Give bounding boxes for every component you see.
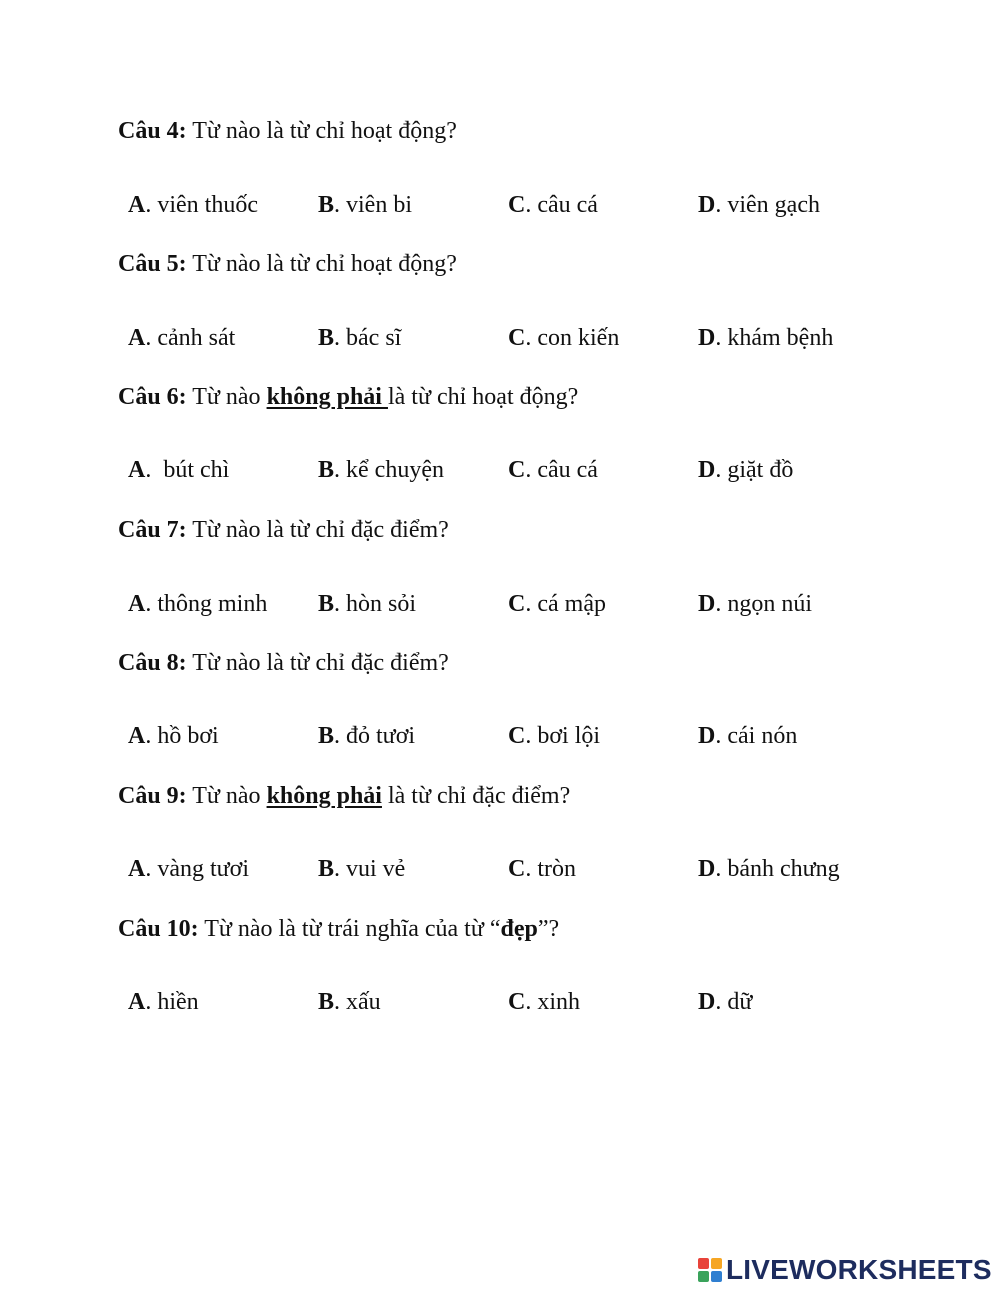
answer-option-d[interactable]: D. viên gạch bbox=[698, 192, 820, 218]
answer-option-c[interactable]: C. xinh bbox=[508, 989, 581, 1015]
answer-option-d[interactable]: D. dữ bbox=[698, 989, 753, 1015]
liveworksheets-logo bbox=[698, 1255, 992, 1285]
answer-option-c[interactable]: C. câu cá bbox=[508, 457, 598, 483]
answer-option-a[interactable]: A. thông minh bbox=[128, 591, 268, 617]
question-text-end: là từ chỉ đặc điểm? bbox=[381, 783, 571, 809]
answer-option-c[interactable]: C. bơi lội bbox=[508, 723, 601, 749]
question-text: Từ nào bbox=[186, 783, 267, 809]
answer-option-b[interactable]: B. đỏ tươi bbox=[318, 723, 416, 749]
answer-option-c[interactable]: C. câu cá bbox=[508, 192, 598, 218]
question-label: Câu 4: bbox=[118, 118, 187, 144]
question-text-end: là từ chỉ hoạt động? bbox=[387, 384, 579, 410]
question-label: Câu 9: bbox=[118, 783, 187, 809]
answer-option-c[interactable]: C. con kiến bbox=[508, 325, 620, 351]
question-label: Câu 6: bbox=[118, 384, 187, 410]
answer-option-d[interactable]: D. cái nón bbox=[698, 723, 798, 749]
answer-option-a[interactable]: A. hiền bbox=[128, 989, 199, 1015]
question-9 bbox=[118, 783, 570, 810]
answer-option-c[interactable]: C. cá mập bbox=[508, 591, 606, 617]
answer-option-a[interactable]: A. hồ bơi bbox=[128, 723, 219, 749]
answer-option-a[interactable]: A. viên thuốc bbox=[128, 192, 258, 218]
question-label: Câu 7: bbox=[118, 517, 187, 543]
answer-option-c[interactable]: C. tròn bbox=[508, 856, 577, 882]
question-7 bbox=[118, 517, 449, 544]
question-label: Câu 8: bbox=[118, 650, 187, 676]
question-text: Từ nào bbox=[186, 384, 267, 410]
logo-blocks-icon bbox=[698, 1258, 722, 1282]
emphasis-text: không phải bbox=[266, 384, 388, 410]
question-5 bbox=[118, 251, 457, 278]
answer-option-d[interactable]: D. khám bệnh bbox=[698, 325, 834, 351]
question-text: Từ nào là từ chỉ hoạt động? bbox=[186, 251, 457, 277]
answer-option-a[interactable]: A. vàng tươi bbox=[128, 856, 250, 882]
answer-option-d[interactable]: D. ngọn núi bbox=[698, 591, 813, 617]
logo-text: LIVEWORKSHEETS bbox=[726, 1254, 992, 1285]
answer-option-b[interactable]: B. vui vẻ bbox=[318, 856, 406, 882]
answer-option-b[interactable]: B. hòn sỏi bbox=[318, 591, 417, 617]
question-label: Câu 5: bbox=[118, 251, 187, 277]
question-4 bbox=[118, 118, 457, 145]
answer-option-a[interactable]: A. bút chì bbox=[128, 457, 230, 483]
emphasis-text: không phải bbox=[266, 783, 382, 809]
question-text-end: ”? bbox=[537, 916, 560, 942]
question-10 bbox=[118, 916, 559, 943]
question-text: Từ nào là từ chỉ đặc điểm? bbox=[186, 517, 449, 543]
answer-option-b[interactable]: B. kể chuyện bbox=[318, 457, 444, 483]
question-text: Từ nào là từ chỉ hoạt động? bbox=[186, 118, 457, 144]
question-text: Từ nào là từ chỉ đặc điểm? bbox=[186, 650, 449, 676]
question-8 bbox=[118, 650, 449, 677]
answer-option-b[interactable]: B. viên bi bbox=[318, 192, 413, 218]
question-6 bbox=[118, 384, 578, 411]
keyword-text: đẹp bbox=[500, 916, 538, 942]
answer-option-d[interactable]: D. giặt đồ bbox=[698, 457, 794, 483]
question-text: Từ nào là từ trái nghĩa của từ “ bbox=[198, 916, 501, 942]
answer-option-b[interactable]: B. xấu bbox=[318, 989, 381, 1015]
answer-option-d[interactable]: D. bánh chưng bbox=[698, 856, 840, 882]
answer-option-a[interactable]: A. cảnh sát bbox=[128, 325, 236, 351]
question-label: Câu 10: bbox=[118, 916, 199, 942]
answer-option-b[interactable]: B. bác sĩ bbox=[318, 325, 402, 351]
